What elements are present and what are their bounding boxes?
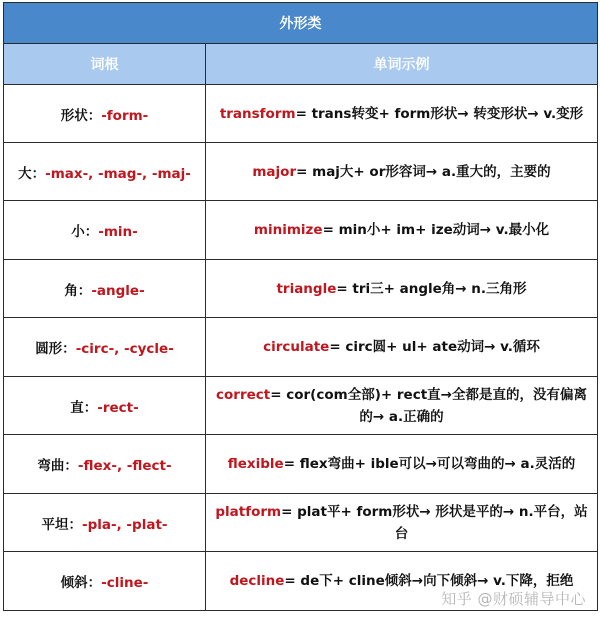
example-explain: = tri三+ angle角→ n.三角形 xyxy=(336,280,527,297)
root-cell xyxy=(4,318,206,377)
table-row xyxy=(4,201,598,260)
root-cell xyxy=(4,201,206,260)
example-word: circulate xyxy=(263,339,330,355)
table-row xyxy=(4,260,598,318)
example-explain: = flex弯曲+ ible可以→可以弯曲的→ a.灵活的 xyxy=(283,456,576,472)
root-cell xyxy=(4,85,206,143)
root-table-container xyxy=(3,2,597,611)
root-cell xyxy=(4,494,206,552)
table-row xyxy=(4,85,598,143)
root-text: -min- xyxy=(98,224,138,240)
example-cell xyxy=(206,435,598,494)
example-cell xyxy=(206,201,598,260)
root-label: 弯曲： xyxy=(37,458,78,474)
example-cell xyxy=(206,377,598,435)
example-cell xyxy=(206,260,598,318)
root-text: -rect- xyxy=(97,399,139,416)
root-label: 平坦： xyxy=(41,516,82,533)
example-cell xyxy=(206,494,598,552)
watermark xyxy=(441,588,586,609)
table-row xyxy=(4,318,598,377)
root-cell xyxy=(4,260,206,318)
example-word: flexible xyxy=(227,456,284,472)
example-cell xyxy=(206,85,598,143)
root-label: 形状： xyxy=(60,107,102,124)
example-cell xyxy=(206,318,598,377)
root-cell xyxy=(4,552,206,611)
root-label: 大： xyxy=(18,165,46,182)
example-explain: = cor(com全部)+ rect直→全都是直的，没有偏离的→ a.正确的 xyxy=(270,386,587,425)
root-table xyxy=(3,2,598,611)
table-header-row xyxy=(4,44,598,85)
root-text: -flex-, -flect- xyxy=(77,458,172,474)
example-word: decline xyxy=(229,573,285,589)
watermark-text: 知乎 @财硕辅导中心 xyxy=(441,590,586,608)
root-text: -pla-, -plat- xyxy=(82,516,168,533)
example-explain: = trans转变+ form形状→ 转变形状→ v.变形 xyxy=(295,105,584,122)
root-cell xyxy=(4,435,206,494)
example-explain: = circ圆+ ul+ ate动词→ v.循环 xyxy=(329,339,540,355)
table-title-row xyxy=(4,3,598,44)
table-title: 外形类 xyxy=(4,3,598,44)
root-cell xyxy=(4,143,206,201)
example-word: transform xyxy=(219,105,296,122)
root-cell xyxy=(4,377,206,435)
example-explain: = maj大+ or形容词→ a.重大的，主要的 xyxy=(296,163,551,180)
header-example: 单词示例 xyxy=(206,44,598,85)
root-text: -angle- xyxy=(91,282,145,299)
example-word: correct xyxy=(216,386,271,403)
root-label: 倾斜： xyxy=(60,575,102,591)
root-label: 圆形： xyxy=(35,341,76,357)
table-row xyxy=(4,435,598,494)
root-label: 角： xyxy=(64,282,92,299)
table-row xyxy=(4,377,598,435)
root-text: -max-, -mag-, -maj- xyxy=(45,165,191,182)
root-text: -form- xyxy=(101,107,149,124)
example-word: triangle xyxy=(276,280,337,297)
example-explain: = min小+ im+ ize动词→ v.最小化 xyxy=(322,222,550,238)
example-explain: = plat平+ form形状→ 形状是平的→ n.平台，站台 xyxy=(281,503,588,542)
example-word: platform xyxy=(215,503,282,520)
example-cell xyxy=(206,143,598,201)
table-row xyxy=(4,143,598,201)
root-text: -circ-, -cycle- xyxy=(75,341,174,357)
example-word: minimize xyxy=(253,222,323,238)
example-word: major xyxy=(252,163,297,180)
table-row xyxy=(4,494,598,552)
header-root: 词根 xyxy=(4,44,206,85)
example-explain: = de下+ cline倾斜→向下倾斜→ v.下降，拒绝 xyxy=(284,573,574,589)
root-label: 直： xyxy=(70,399,98,416)
root-text: -cline- xyxy=(101,575,149,591)
root-label: 小： xyxy=(71,224,99,240)
